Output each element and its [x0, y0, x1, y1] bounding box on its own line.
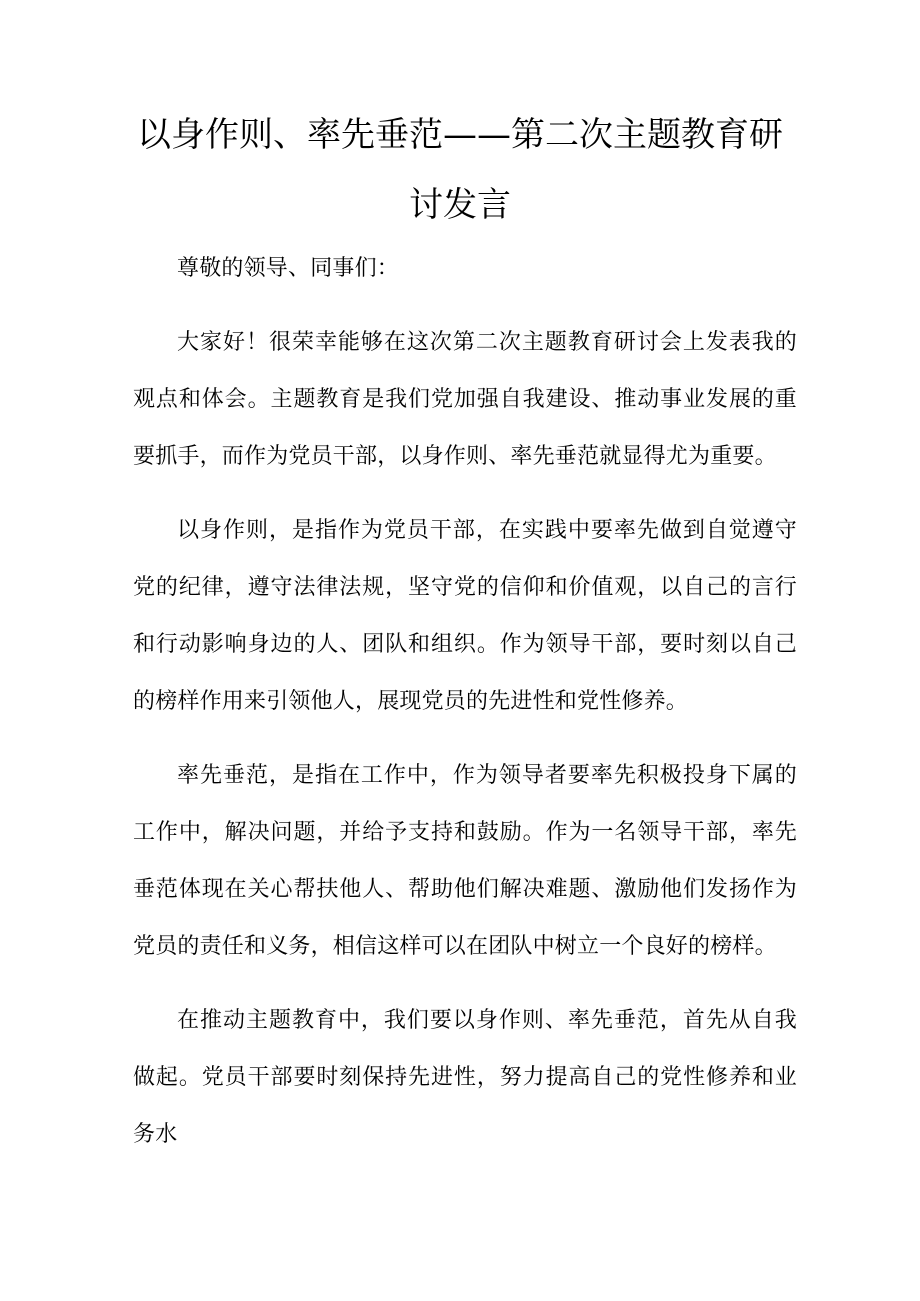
salutation-paragraph: 尊敬的领导、同事们：: [177, 256, 400, 281]
document-body: [133, 240, 797, 1163]
document-title: 以身作则、率先垂范——第二次主题教育研讨发言: [137, 115, 783, 225]
greeting-paragraph: 大家好！很荣幸能够在这次第二次主题教育研讨会上发表我的观点和体会。主题教育是我们党加强自我建设、推动事业发展的重要抓手，而作为党员干部，以身作则、率先垂范就显得尤为重要。: [133, 330, 797, 469]
set-example-paragraph: 率先垂范，是指在工作中，作为领导者要率先积极投身下属的工作中，解决问题，并给予支持和鼓励。作为一名领导干部，率先垂范体现在关心帮扶他人、帮助他们解决难题、激励他们发扬作为党员的责任和义务，相信这样可以在团队中树立一个良好的榜样。: [133, 763, 797, 959]
lead-by-example-paragraph: 以身作则，是指作为党员干部，在实践中要率先做到自觉遵守党的纪律，遵守法律法规，坚守党的信仰和价值观，以自己的言行和行动影响身边的人、团队和组织。作为领导干部，要时刻以自己的榜样作用来引领他人，展现党员的先进性和党性修养。: [133, 518, 797, 714]
promotion-paragraph: 在推动主题教育中，我们要以身作则、率先垂范，首先从自我做起。党员干部要时刻保持先进性，努力提高自己的党性修养和业务水: [133, 1008, 797, 1147]
